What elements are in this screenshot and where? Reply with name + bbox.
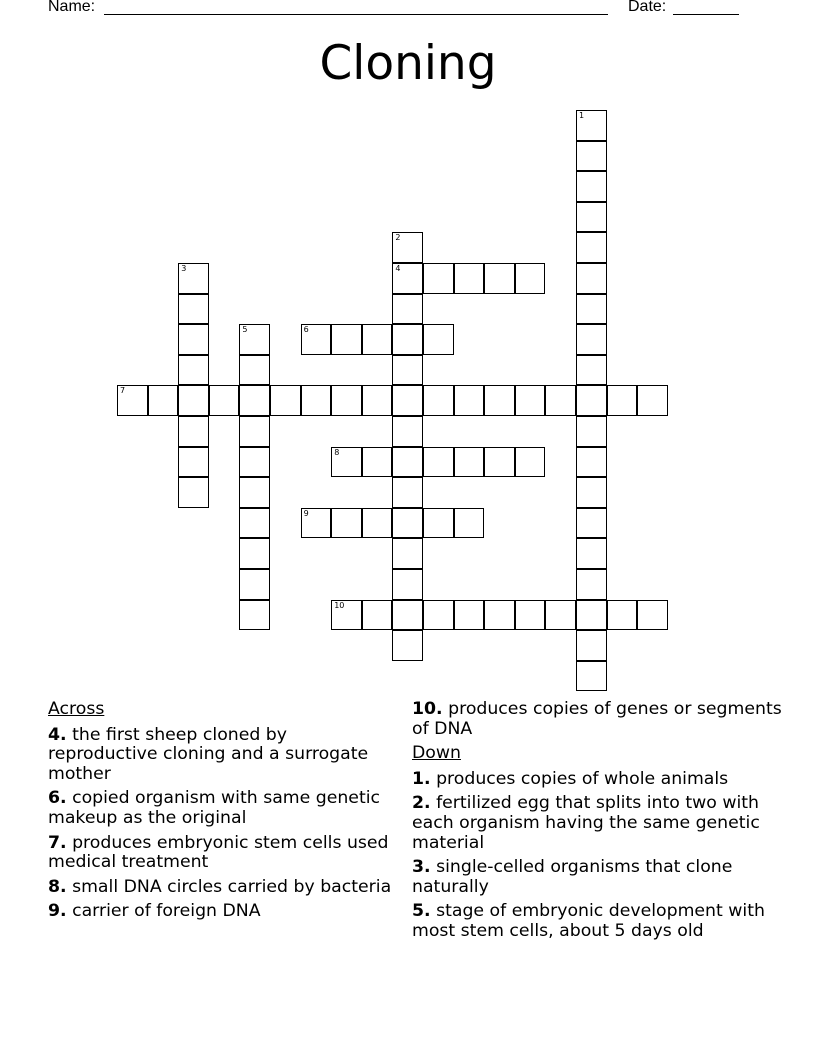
- clue-text: the first sheep cloned by reproductive cloning and a surrogate mother: [48, 724, 369, 784]
- crossword-cell[interactable]: [331, 447, 362, 478]
- date-label: Date:: [628, 0, 667, 15]
- clue-item: [412, 770, 782, 790]
- crossword-cell[interactable]: [392, 416, 423, 447]
- crossword-cell[interactable]: [362, 508, 393, 539]
- crossword-cell[interactable]: [607, 600, 638, 631]
- crossword-cell[interactable]: [362, 447, 393, 478]
- clue-text: produces copies of whole animals: [430, 768, 729, 789]
- crossword-cell[interactable]: [576, 477, 607, 508]
- crossword-cell[interactable]: [331, 324, 362, 355]
- crossword-cell[interactable]: [515, 263, 546, 294]
- crossword-cell[interactable]: [392, 630, 423, 661]
- crossword-cell[interactable]: [392, 600, 423, 631]
- clue-number: 6.: [48, 788, 67, 809]
- clue-number-label: 7: [120, 386, 126, 396]
- clue-item: [48, 789, 398, 828]
- crossword-cell[interactable]: [423, 600, 454, 631]
- crossword-cell[interactable]: [423, 324, 454, 355]
- clue-number-label: 2: [395, 233, 401, 243]
- crossword-cell[interactable]: [423, 385, 454, 416]
- clue-text: small DNA circles carried by bacteria: [66, 876, 392, 897]
- crossword-cell[interactable]: [239, 385, 270, 416]
- clue-number: 1.: [412, 768, 431, 789]
- crossword-cell[interactable]: [484, 600, 515, 631]
- crossword-cell[interactable]: [331, 508, 362, 539]
- crossword-cell[interactable]: [545, 600, 576, 631]
- clues-left-column: [48, 700, 398, 927]
- crossword-cell[interactable]: [239, 569, 270, 600]
- crossword-cell[interactable]: [392, 294, 423, 325]
- clue-text: copied organism with same genetic makeup as the original: [48, 788, 381, 828]
- crossword-cell[interactable]: [576, 202, 607, 233]
- crossword-cell[interactable]: [484, 447, 515, 478]
- crossword-cell[interactable]: [392, 508, 423, 539]
- crossword-cell[interactable]: [117, 385, 148, 416]
- crossword-cell[interactable]: [239, 416, 270, 447]
- crossword-cell[interactable]: [362, 385, 393, 416]
- clue-number: 5.: [412, 901, 431, 922]
- crossword-cell[interactable]: [515, 600, 546, 631]
- clue-text: fertilized egg that splits into two with each organism having the same genetic material: [412, 793, 760, 853]
- crossword-cell[interactable]: [607, 385, 638, 416]
- crossword-cell[interactable]: [637, 600, 668, 631]
- crossword-cell[interactable]: [331, 600, 362, 631]
- crossword-cell[interactable]: [178, 416, 209, 447]
- crossword-cell[interactable]: [362, 324, 393, 355]
- clue-number: 3.: [412, 857, 431, 878]
- clue-number-label: 5: [242, 325, 248, 335]
- crossword-cell[interactable]: [178, 447, 209, 478]
- clue-text: produces copies of genes or segments of DNA: [412, 699, 782, 739]
- clue-text: single-celled organisms that clone naturally: [412, 857, 733, 897]
- clue-number: 10.: [412, 699, 443, 719]
- crossword-cell[interactable]: [178, 294, 209, 325]
- crossword-cell[interactable]: [392, 232, 423, 263]
- crossword-cell[interactable]: [239, 355, 270, 386]
- crossword-cell[interactable]: [148, 385, 179, 416]
- crossword-cell[interactable]: [454, 263, 485, 294]
- crossword-cell[interactable]: [576, 263, 607, 294]
- crossword-cell[interactable]: [423, 508, 454, 539]
- crossword-cell[interactable]: [423, 447, 454, 478]
- crossword-cell[interactable]: [392, 385, 423, 416]
- crossword-cell[interactable]: [576, 538, 607, 569]
- crossword-cell[interactable]: [392, 569, 423, 600]
- crossword-cell[interactable]: [576, 141, 607, 172]
- crossword-cell[interactable]: [178, 324, 209, 355]
- crossword-cell[interactable]: [239, 447, 270, 478]
- crossword-cell[interactable]: [576, 171, 607, 202]
- crossword-cell[interactable]: [392, 477, 423, 508]
- clue-number: 7.: [48, 832, 67, 853]
- crossword-cell[interactable]: [392, 263, 423, 294]
- page-title: Cloning: [319, 36, 497, 91]
- crossword-cell[interactable]: [484, 385, 515, 416]
- clue-number-label: 10: [334, 600, 345, 610]
- clue-number-label: 9: [303, 508, 309, 518]
- crossword-cell[interactable]: [178, 263, 209, 294]
- crossword-cell[interactable]: [331, 385, 362, 416]
- clue-number: 4.: [48, 724, 67, 745]
- crossword-cell[interactable]: [239, 324, 270, 355]
- clue-number: 8.: [48, 876, 67, 897]
- crossword-cell[interactable]: [392, 447, 423, 478]
- crossword-cell[interactable]: [301, 508, 332, 539]
- clues-right-column: [412, 700, 782, 947]
- clue-item: [48, 878, 398, 898]
- clue-number-label: 1: [579, 111, 585, 120]
- crossword-cell[interactable]: [392, 355, 423, 386]
- down-heading: Down: [412, 743, 461, 764]
- clue-text: carrier of foreign DNA: [66, 901, 261, 922]
- name-label: Name:: [48, 0, 96, 15]
- crossword-cell[interactable]: [576, 661, 607, 692]
- clue-number-label: 6: [303, 325, 309, 335]
- crossword-cell[interactable]: [178, 355, 209, 386]
- across-heading: Across: [48, 699, 105, 719]
- crossword-cell[interactable]: [239, 600, 270, 631]
- crossword-cell[interactable]: [239, 477, 270, 508]
- crossword-cell[interactable]: [637, 385, 668, 416]
- crossword-cell[interactable]: [576, 416, 607, 447]
- crossword-cell[interactable]: [301, 324, 332, 355]
- crossword-cell[interactable]: [301, 385, 332, 416]
- crossword-cell[interactable]: [239, 538, 270, 569]
- crossword-cell[interactable]: [484, 263, 515, 294]
- clue-number-label: 8: [334, 447, 340, 457]
- clue-item: [412, 902, 782, 941]
- clue-item: [48, 834, 398, 873]
- clue-text: stage of embryonic development with most stem cells, about 5 days old: [412, 901, 765, 941]
- clue-number-label: 3: [181, 264, 187, 273]
- crossword-cell[interactable]: [392, 538, 423, 569]
- crossword-cell[interactable]: [576, 385, 607, 416]
- crossword-cell[interactable]: [576, 324, 607, 355]
- crossword-cell[interactable]: [362, 600, 393, 631]
- crossword-cell[interactable]: [454, 447, 485, 478]
- clue-number: 2.: [412, 793, 431, 814]
- crossword-cell[interactable]: [178, 385, 209, 416]
- crossword-cell[interactable]: [423, 263, 454, 294]
- crossword-cell[interactable]: [209, 385, 240, 416]
- crossword-cell[interactable]: [576, 600, 607, 631]
- clue-number-label: 4: [395, 264, 401, 273]
- crossword-cell[interactable]: [576, 508, 607, 539]
- crossword-cell[interactable]: [454, 600, 485, 631]
- crossword-cell[interactable]: [576, 232, 607, 263]
- crossword-cell[interactable]: [545, 385, 576, 416]
- clue-item: [48, 902, 398, 922]
- clue-item: [412, 700, 782, 739]
- clue-number: 9.: [48, 901, 67, 922]
- crossword-cell[interactable]: [515, 385, 546, 416]
- crossword-cell[interactable]: [576, 294, 607, 325]
- crossword-cell[interactable]: [270, 385, 301, 416]
- crossword-cell[interactable]: [178, 477, 209, 508]
- clue-item: [48, 726, 398, 785]
- crossword-cell[interactable]: [576, 569, 607, 600]
- crossword-cell[interactable]: [576, 630, 607, 661]
- crossword-cell[interactable]: [454, 385, 485, 416]
- clue-text: produces embryonic stem cells used medical treatment: [48, 832, 389, 873]
- crossword-cell[interactable]: [576, 447, 607, 478]
- crossword-cell[interactable]: [515, 447, 546, 478]
- crossword-cell[interactable]: [454, 508, 485, 539]
- crossword-cell[interactable]: [576, 110, 607, 141]
- crossword-cell[interactable]: [576, 355, 607, 386]
- crossword-cell[interactable]: [392, 324, 423, 355]
- clue-item: [412, 794, 782, 853]
- clue-item: [412, 858, 782, 897]
- crossword-cell[interactable]: [239, 508, 270, 539]
